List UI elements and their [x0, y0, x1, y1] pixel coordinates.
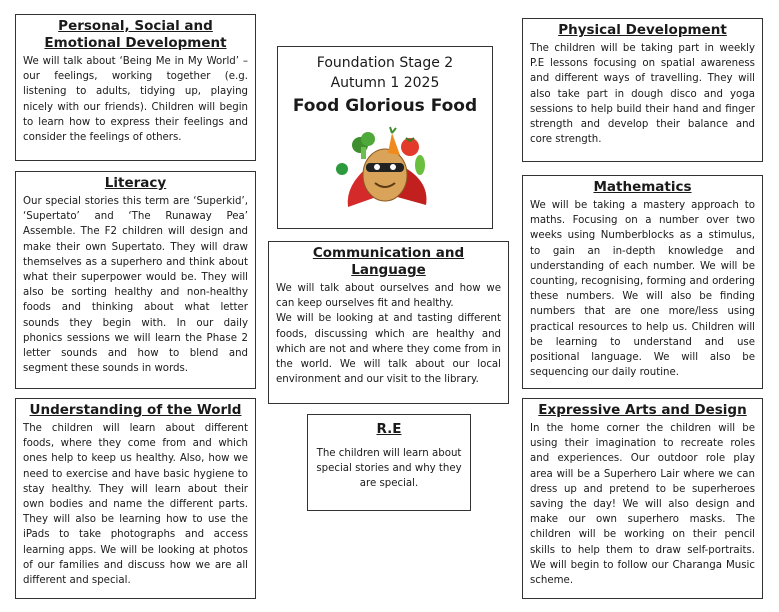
maths-heading: Mathematics — [593, 179, 692, 195]
ead-section — [522, 398, 763, 599]
literacy-section — [15, 171, 256, 389]
cl-text-2: We will be looking at and tasting different foods, discussing which are healthy and which are not and where they come from in the world. We will talk about our local environment and our visit to the library. — [276, 313, 501, 386]
title-topic: Food Glorious Food — [292, 96, 478, 116]
utw-section — [15, 398, 256, 599]
re-section — [307, 414, 471, 511]
literacy-text: Our special stories this term are ‘Superkid’, ‘Supertato’ and ‘The Runaway Pea’ Assemble. The F2 children will design and make their own Supertato. They will draw themselves as a superhero and think about what their superpower would be. They will also be sorting healthy and non-healthy foods and thinking about what letter sounds they begin with. In our daily phonics sessions we will learn the Phase 2 letter sounds and how to blend and segment these sounds in words. — [23, 196, 248, 375]
re-text: The children will learn about special stories and why they are special. — [316, 448, 462, 490]
ead-heading: Expressive Arts and Design — [538, 402, 747, 418]
pd-heading: Physical Development — [558, 22, 727, 38]
pd-section — [522, 18, 763, 162]
superhero-vegetables-icon — [330, 125, 440, 211]
cl-heading: Communication and Language — [312, 245, 465, 278]
title-stage: Foundation Stage 2 — [316, 55, 454, 71]
re-heading: R.E — [376, 421, 402, 437]
pse-section — [15, 14, 256, 161]
cl-section — [268, 241, 509, 404]
title-box — [277, 46, 493, 229]
utw-text: The children will learn about different foods, where they come from and which ones help to keep us healthy. Also, how we need to exercise and have basic hygiene to stay healthy. They will learn about their own bodies and name the different parts. They will also be learning how to use the iPads to take photographs and access learning apps. We will be looking at photos of our families and discuss how we are all different and special. — [23, 423, 248, 587]
cl-text-1: We will talk about ourselves and how we can keep ourselves fit and healthy. — [276, 283, 501, 310]
ead-text: In the home corner the children will be using their imagination to recreate roles and experiences. Our outdoor role play area will be a Superhero Lair where we can dress up and pretend to be superheroes saving the day! We will also design and make our own superhero masks. The children will be working on their pencil skills to help them to draw self-portraits. We will begin to follow our Charanga Music scheme. — [530, 423, 755, 587]
maths-text: We will be taking a mastery approach to maths. Focusing on a number over two weeks using Numberblocks as a stimulus, to gain an in-depth knowledge and understanding of each number. We will be counting, recognising, forming and ordering these numbers. We will also be finding numbers that are one more/less using practical resources to help us. Children will be learning to understand and use positional language. We will also be sequencing our daily routine. — [530, 200, 755, 379]
maths-section — [522, 175, 763, 389]
literacy-heading: Literacy — [104, 175, 167, 191]
pse-heading: Personal, Social and Emotional Development — [44, 18, 227, 51]
utw-heading: Understanding of the World — [29, 402, 242, 418]
pse-text: We will talk about ‘Being Me in My World’ – our feelings, working together (e.g. listening to adults, tidying up, playing nicely with our friends). Children will begin to learn how to express their feelings and consider the feelings of others. — [23, 56, 248, 144]
title-term: Autumn 1 2025 — [330, 75, 440, 91]
pd-text: The children will be taking part in weekly P.E lessons focusing on spatial awareness and different ways of travelling. They will also take part in dough disco and yoga sessions to help build their hand and finger strength and develop their balance and core strength. — [530, 43, 755, 146]
